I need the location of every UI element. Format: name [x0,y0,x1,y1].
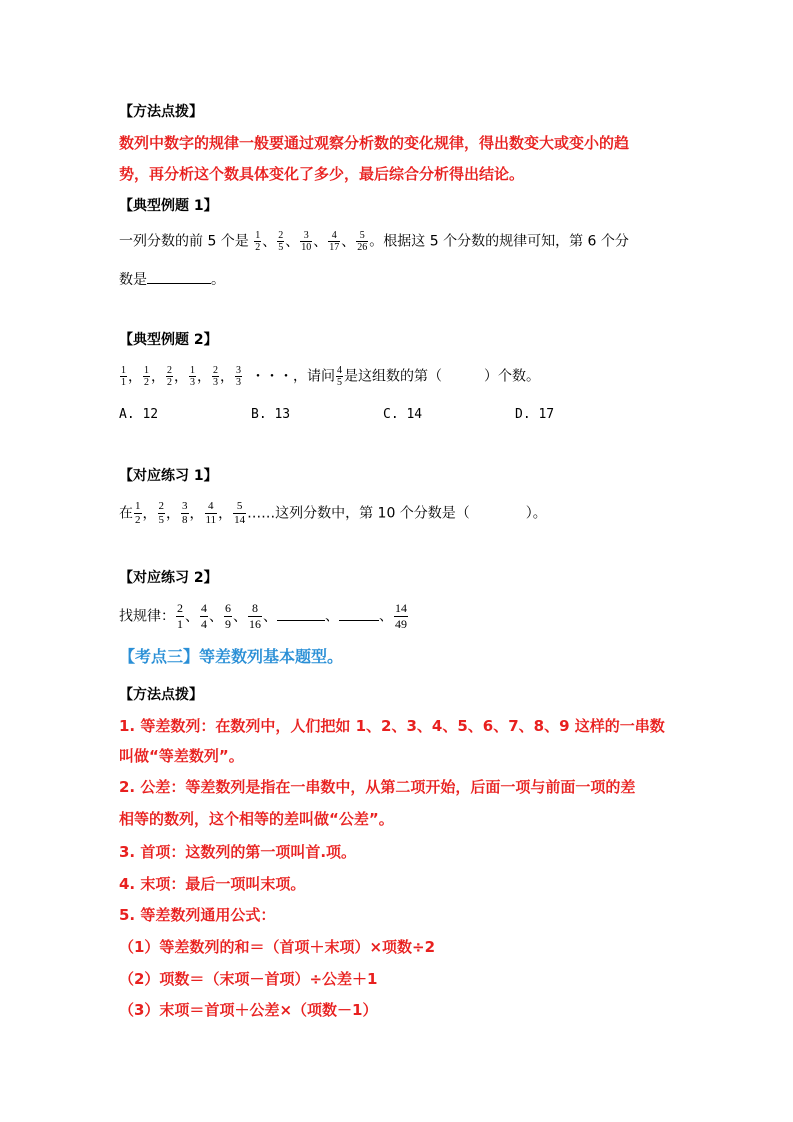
separator: ， [220,368,234,385]
fraction: $\frac{2}{5}$ [158,500,164,526]
method-tip-2-item: 2. 公差：等差数列是指在一串数中，从第二项开始，后面一项与前面一项的差 [119,778,636,796]
example-2-options [119,404,647,425]
separator: 、 [209,608,223,625]
option-c[interactable]: C. 14 [383,407,423,422]
method-tip-2-item: （2）项数＝（末项－首项）÷公差＋1 [119,970,378,988]
fraction: $\frac{3}{8}$ [182,500,188,526]
fraction: $\frac{1}{1}$ [121,365,126,388]
fraction: $\frac{4}{4}$ [201,601,207,631]
fraction: $\frac{4}{17}$ [329,230,340,253]
method-tip-line-1: 数列中数字的规律一般要通过观察分析数的变化规律，得出数变大或变小的趋 [119,134,630,152]
example-1-heading: 【典型例题 1】 [119,198,218,214]
example-1-fraction-list [253,230,369,253]
method-tip-2-item: 5. 等差数列通用公式： [119,906,276,924]
option-b[interactable]: B. 13 [251,407,291,422]
fraction: $\frac{3}{3}$ [236,365,241,388]
example-1-line2-suffix: 。 [211,272,225,288]
practice-2-prefix: 找规律： [119,608,175,625]
separator: ， [166,505,180,522]
fraction: $\frac{1}{2}$ [135,500,141,526]
answer-blank[interactable] [277,620,325,621]
separator: ， [197,368,211,385]
practice-2-separator: 、 [325,608,339,625]
example-1-line2-prefix: 数是 [119,272,147,288]
fraction: $\frac{6}{9}$ [225,601,231,631]
example-1-suffix: 。根据这 5 个分数的规律可知，第 6 个分 [369,233,629,250]
example-2-fraction-list [119,365,243,388]
example-1-question-line-1 [119,230,629,253]
fraction: $\frac{1}{3}$ [190,365,195,388]
section-3-title: 【考点三】等差数列基本题型。 [119,647,344,666]
separator: ， [174,368,188,385]
example-2-question [119,365,540,388]
fraction: $\frac{2}{1}$ [177,601,183,631]
fraction: $\frac{1}{2}$ [255,230,261,253]
fraction: $\frac{8}{16}$ [249,601,261,631]
option-d[interactable]: D. 17 [515,407,555,422]
example-2-question-prefix: ，请问 [293,368,335,385]
separator: ， [142,505,157,522]
separator: ， [189,505,204,522]
example-2-dots: ・・・ [251,368,293,385]
practice-1-fraction-list [133,500,247,526]
fraction: $\frac{5}{14}$ [234,500,246,526]
separator: 、 [313,233,328,250]
example-1-prefix: 一列分数的前 5 个是 [119,233,249,250]
practice-1-heading: 【对应练习 1】 [119,468,218,484]
example-1-question-line-2 [119,270,225,290]
separator: 、 [262,233,277,250]
fraction: $\frac{1}{2}$ [144,365,149,388]
method-tip-2-item: （3）末项＝首项＋公差×（项数－1） [119,1001,378,1019]
method-tip-2-item: 1. 等差数列：在数列中，人们把如 1、2、3、4、5、6、7、8、9 这样的一串数 [119,717,665,735]
method-tip-2-item: （1）等差数列的和＝（首项＋末项）×项数÷2 [119,938,436,956]
separator: 、 [285,233,300,250]
fraction: $\frac{2}{3}$ [213,365,218,388]
example-2-target-fraction: $\frac{4}{5}$ [337,365,342,388]
option-a[interactable]: A. 12 [119,407,159,422]
practice-2-separator: 、 [379,608,393,625]
separator: 、 [185,608,199,625]
separator: ， [218,505,233,522]
fraction: $\frac{2}{2}$ [167,365,172,388]
separator: 、 [263,608,277,625]
practice-2-last-fraction: $\frac{14}{49}$ [395,601,407,631]
answer-blank[interactable] [339,620,379,621]
fraction: $\frac{2}{5}$ [278,230,284,253]
separator: ， [128,368,142,385]
method-tip-2-heading: 【方法点拨】 [119,687,203,703]
separator: 、 [341,233,356,250]
practice-2-heading: 【对应练习 2】 [119,570,218,586]
method-tip-2-item: 4. 末项：最后一项叫末项。 [119,875,306,893]
method-tip-heading: 【方法点拨】 [119,104,203,120]
example-2-question-suffix: 是这组数的第（ ）个数。 [344,368,540,385]
separator: ， [151,368,165,385]
separator: 、 [233,608,247,625]
method-tip-2-item: 相等的数列，这个相等的差叫做“公差”。 [119,810,394,828]
practice-1-suffix: ……这列分数中，第 10 个分数是（ ）。 [247,505,547,522]
example-2-heading: 【典型例题 2】 [119,332,218,348]
practice-2-question [119,601,409,632]
fraction: $\frac{3}{10}$ [301,230,312,253]
method-tip-line-2: 势，再分析这个数具体变化了多少，最后综合分析得出结论。 [119,165,525,183]
method-tip-2-item: 3. 首项：这数列的第一项叫首.项。 [119,843,357,861]
fraction: $\frac{4}{11}$ [205,500,217,526]
practice-1-prefix: 在 [119,505,133,522]
practice-1-question [119,500,547,527]
answer-blank[interactable] [147,283,211,284]
method-tip-2-item: 叫做“等差数列”。 [119,747,244,765]
fraction: $\frac{5}{26}$ [357,230,368,253]
practice-2-fraction-list [175,601,277,631]
